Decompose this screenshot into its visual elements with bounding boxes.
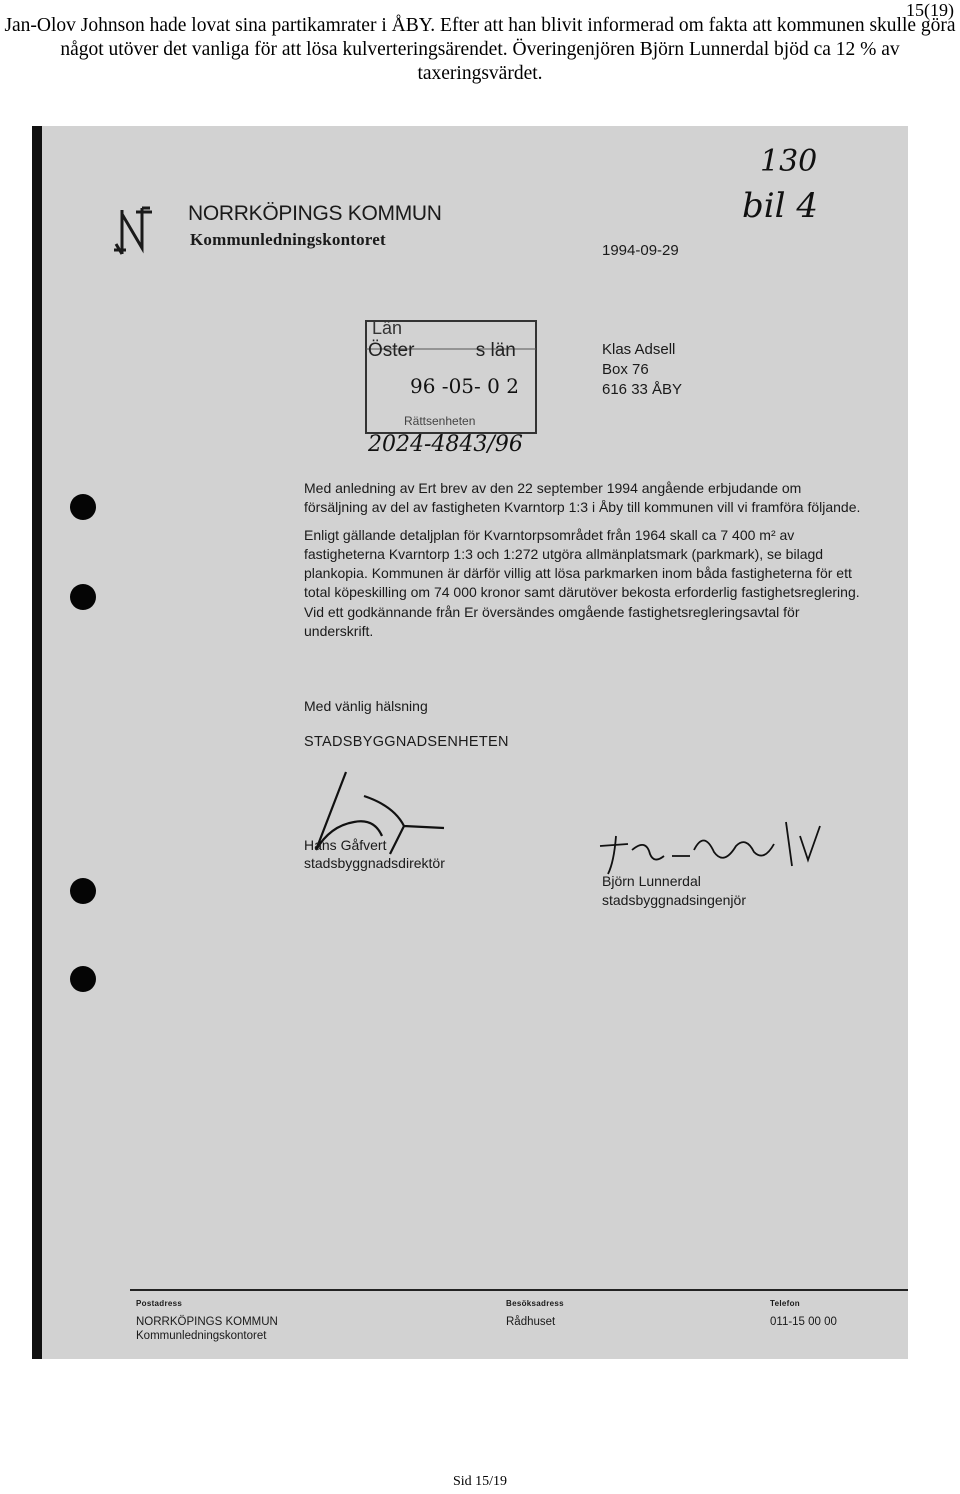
letter-unit: STADSBYGGNADSENHETEN	[304, 734, 509, 750]
stamp-line-2-left: Öster	[368, 340, 415, 361]
footer-visit-value: Rådhuset	[506, 1316, 556, 1328]
footer-visit-label: Besöksadress	[506, 1299, 564, 1308]
letter-paragraph-1: Med anledning av Ert brev av den 22 september 1994 angående erbjudande om försäljning av del av fastigheten Kvarntorp 1:3 i Åby till kommunen vill vi framföra följande.	[304, 480, 861, 516]
footer-divider	[130, 1289, 908, 1291]
recipient-name: Klas Adsell	[602, 341, 676, 358]
stamp-diary-number: 2024-4843/96	[368, 432, 523, 457]
intro-paragraph: Jan-Olov Johnson hade lovat sina partikamrater i ÅBY. Efter att han blivit informerad om fakta att kommunen skulle göra något utöver det vanliga för att lösa kulverteringsärendet. Överingenjören Björn Lunnerdal bjöd ca 12 % av taxeringsvärdet.	[4, 15, 956, 84]
scanned-letter	[32, 126, 908, 1359]
punch-hole-icon	[70, 584, 96, 610]
stamp-line-2-right: s län	[475, 340, 516, 361]
punch-hole-icon	[70, 878, 96, 904]
recipient-address	[602, 340, 682, 400]
recipient-city: 616 33 ÅBY	[602, 381, 683, 398]
letter-body	[304, 479, 864, 649]
handwritten-reference: 130	[760, 144, 818, 179]
letter-paragraph-2: Enligt gällande detaljplan för Kvarntorpsområdet från 1964 skall ca 7 400 m² av fastigheterna Kvarntorp 1:3 och 1:272 utgöra allmänplatsmark (parkmark), se bilagd plankopia. Kommunen är därför villig att lösa parkmarken inom båda fastigheterna för ett total köpeskilling om 74 000 kronor samt därutöver bekosta erforderlig fastighetsreglering. Vid ett godkännande från Er översändes omgående fastighetsregleringsavtal för underskrift.	[304, 526, 860, 640]
signer-1-name: Hans Gåfvert	[304, 837, 387, 853]
letter-date: 1994-09-29	[602, 242, 679, 259]
handwritten-attachment-note: bil 4	[742, 186, 818, 226]
signer-2-name: Björn Lunnerdal	[602, 873, 701, 889]
footer-phone-value: 011-15 00 00	[770, 1316, 837, 1328]
punch-hole-icon	[70, 966, 96, 992]
footer-postal-line-1: NORRKÖPINGS KOMMUN	[136, 1316, 278, 1328]
org-name: NORRKÖPINGS KOMMUN	[188, 202, 442, 225]
stamp-unit: Rättsenheten	[404, 414, 476, 428]
signer-2	[602, 872, 746, 910]
page-number: 15(19)	[906, 0, 954, 20]
footer-postal-label: Postadress	[136, 1299, 183, 1308]
page-footer: Sid 15/19	[452, 1474, 508, 1489]
footer-postal-line-2: Kommunledningskontoret	[136, 1330, 267, 1342]
footer-phone	[770, 1299, 837, 1329]
recipient-box: Box 76	[602, 361, 649, 378]
letter-closing: Med vänlig hälsning	[304, 698, 428, 714]
scan-edge	[32, 126, 42, 1359]
signer-1	[304, 836, 445, 872]
norrkoping-logo-icon	[112, 204, 152, 256]
stamp-line-1: Län	[372, 318, 403, 338]
footer-postal	[136, 1299, 278, 1343]
stamp-line-2	[368, 340, 516, 362]
org-department: Kommunledningskontoret	[190, 230, 386, 249]
signer-1-title: stadsbyggnadsdirektör	[304, 855, 445, 871]
footer-postal-value	[136, 1315, 278, 1343]
footer-visit	[506, 1299, 564, 1329]
stamp-date: 96 -05- 0 2	[410, 374, 519, 398]
punch-hole-icon	[70, 494, 96, 520]
signer-2-title: stadsbyggnadsingenjör	[602, 892, 746, 908]
footer-phone-label: Telefon	[770, 1299, 800, 1308]
